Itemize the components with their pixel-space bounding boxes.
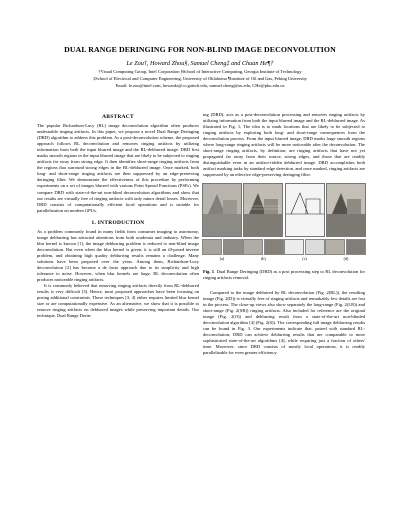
figure-label-b: (b) [260, 255, 266, 261]
figure-caption [203, 269, 365, 281]
figure-1 [203, 183, 365, 263]
abstract-text: The popular Richardson-Lucy (RL) image deconvolution algorithm often produces undesirable ringing artifacts. In this paper, we propose a novel Dual Range Deringing (DRD) algorithm to address this problem. As a post-deconvolution scheme, the proposed approach follows RL deconvolution and removes ringing artifacts by utilizing information from both the input blurred image and the RL-deblurred image. DRD first marks smooth regions in the input blurred image that are likely to be subjected to ringing artifacts far away from strong edge. It then identifies short-range ringing artifacts from the regions that surround strong edges in the RL-deblurred image. Once marked, both long- and short-range ringing artifacts are then suppressed by an edge-preserving deringing filter. We demonstrate the effectiveness of this procedure by performing experiments on a set of images blurred with various Point Spread Functions (PSFs). We compare DRD with state-of-the-art non-blind deconvolution algorithms and show that our results are virtually free of ringing artifacts with only minor detail losses. Moreover, DRD consists of computationally efficient local operations and is suitable for parallelization on modern GPUs. [37, 123, 200, 213]
figure-panel-d [327, 183, 365, 263]
figure-panel-c [286, 183, 324, 263]
affiliation-line-2: ‡School of Electrical and Computer Engineering, University of Oklahoma ¶Institute of Oil and Gas, Peking University [92, 76, 308, 81]
abstract-heading: ABSTRACT [102, 114, 134, 120]
figure-image-edge-map [285, 183, 325, 237]
intro-paragraph-1: As a problem commonly found in many fields from consumer imaging to astronomy, image deblurring has attracted attentions from both academia and industry. When the blur kernel is known [1], the image deblurring problem is reduced to non-blind image deconvolution. But even when the blur kernel is given, it is still an ill-posed inverse problem, and obtaining high quality deblurring results remains a challenge. Many solutions have been proposed over the years. Among them, Richardson-Lucy deconvolution [2] has become a de facto approach due to its simplicity and high tolerance to noise. However, when blur kernels are large, RL deconvolution often produces noticeable ringing artifacts. [37, 228, 199, 283]
figure-label-c: (c) [302, 255, 307, 261]
intro-paragraph-2: It is commonly believed that removing ringing artifacts directly from RL-deblurred results is very difficult [3]. Hence, most proposed approaches have been focusing on posing additional constraints. These techniques [3, 4] either requires limited blur kernel size or are computationally expensive. As an alternative, we show that it is possible to remove ringing artifacts on deblurred images while preserving important details. Our technique, Dual Range Derin- [37, 283, 199, 319]
results-paragraph: Compared to the image deblurred by RL deconvolution (Fig. 2(RL)), the resulting image (Fig. 2(D)) is virtually free of ringing artifacts and remarkably few details are lost in the process. The close-up views also show separately the long-range (Fig. 2(LR)) and short-range (Fig. 2(SR)) ringing artifacts. Also included for reference are the original image (Fig. 2(O)) and deblurring result from a state-of-the-art non-blinded deconvolution algorithm [4] (Fig. 2(S)). The corresponding full image deblurring results can be found in Fig. 3. Our experiments indicate that, paired with standard RL-deconvolution, DRD can achieve deblurring results that are comparable to more sophisticated state-of-the-art algorithms [4], while requiring just a fraction of others' time. Moreover, since DRD consists of mostly local operations, it is readily parallelizable for even greater efficiency. [203, 289, 365, 355]
figure-label-d: (d) [343, 255, 349, 261]
figure-image-blurred [202, 183, 242, 237]
figure-label-a: (a) [219, 255, 225, 261]
email-line: Email: le.zou@intel.com, howardz@cc.gatech.edu, samuel.cheng@ou.edu, CHe@pku.edu.cn [115, 83, 285, 88]
intro-continuation: ing (DRD), acts as a post-deconvolution processing and removes ringing artifacts by utilizing information from both the input blurred image and the RL-deblurred image. As illustrated in Fig. 1, The idea is to mark locations that are likely to be subjected to ringing artifacts by exploring both long- and short-range consequences from the deconvolution process. From the input blurred image, DRD marks large smooth regions where long-range ringing artifacts will be more noticeable after the deconvolution. The short-range ringing artifacts, by definition, are ringing artifacts that have not yet propagated far away from their source, strong edges, and those that are readily distinguishable even in an artifact-ridden deblurred image. DRD accomplishes both artifact marking tasks by standard edge detection, and once marked, ringing artifacts are suppressed by an effective edge-preserving deringing filter. [203, 112, 365, 178]
figure-image-deringed [326, 183, 366, 237]
affiliation-line-1: †Visual Computing Group, Intel Corporation §School of Interactive Computing, Georgia Institute of Technology [98, 69, 302, 74]
introduction-heading: 1. INTRODUCTION [91, 219, 145, 226]
figure-panel-a [203, 183, 241, 263]
paper-title: DUAL RANGE DERINGING FOR NON-BLIND IMAGE DECONVOLUTION [64, 45, 336, 54]
caption-label: Fig. 1 [203, 268, 215, 274]
figure-image-rl [243, 183, 283, 237]
left-column [37, 112, 199, 319]
figure-panel-b [244, 183, 282, 263]
author-list: Le Zou†, Howard Zhou§, Samuel Cheng‡ and Chuan He¶† [126, 60, 274, 67]
right-column [203, 112, 365, 356]
caption-text: . Dual Range Deringing (DRD) as a post processing step to RL deconvolution for ringing artifacts removal. [203, 268, 365, 280]
